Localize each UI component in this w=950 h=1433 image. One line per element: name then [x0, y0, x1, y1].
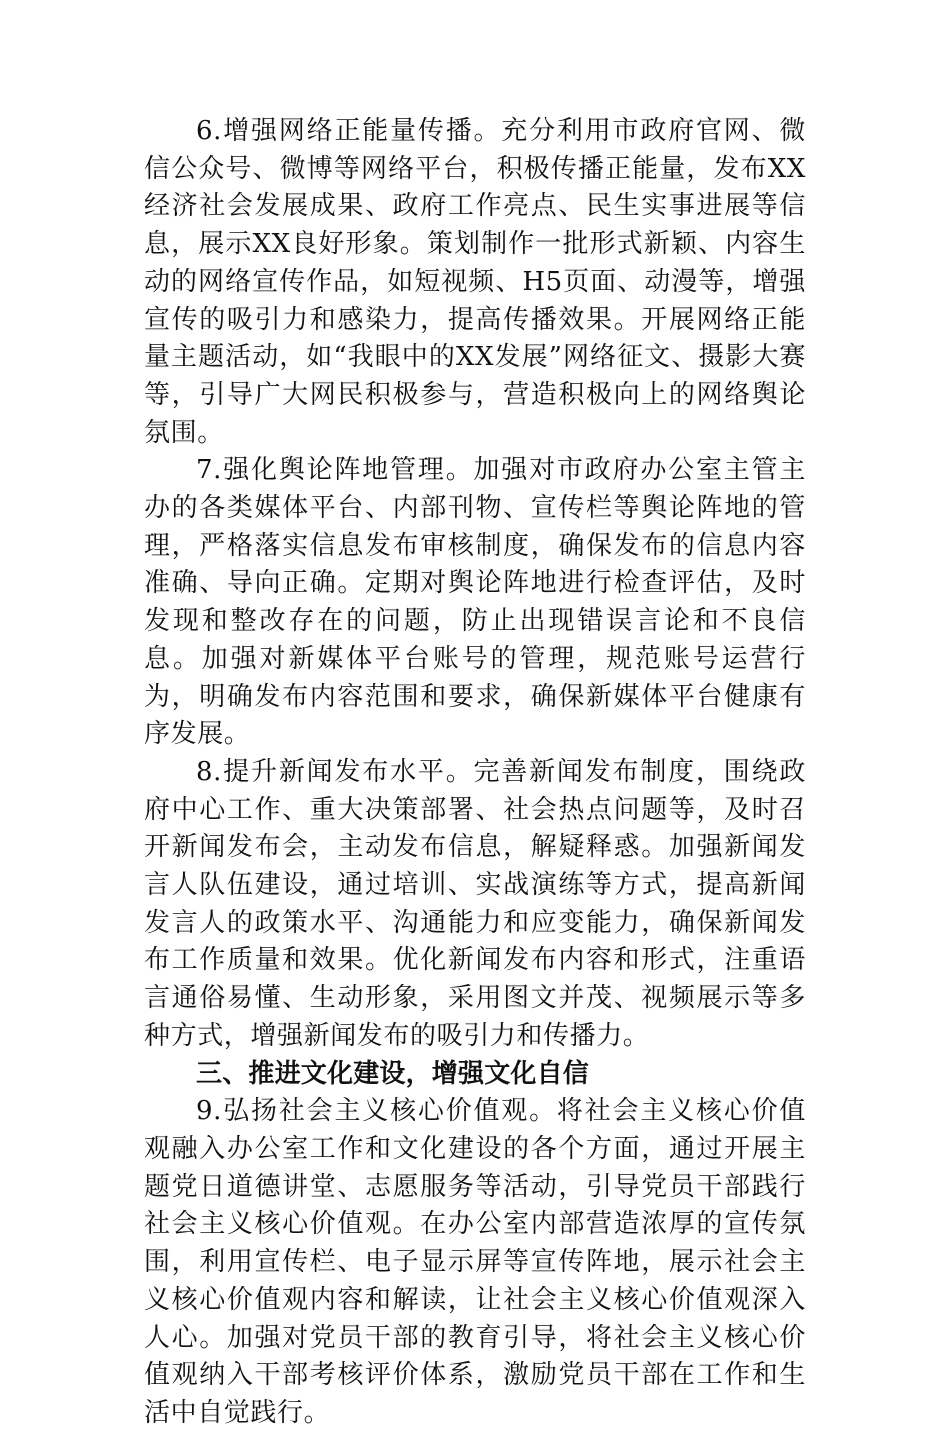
section-heading: 三、推进文化建设，增强文化自信 [196, 1058, 590, 1089]
paragraph-7: 7.强化舆论阵地管理。加强对市政府办公室主管主办的各类媒体平台、内部刊物、宣传栏等舆论阵地的管理，严格落实信息发布审核制度，确保发布的信息内容准确、导向正确。定期对舆论阵地进行检查评估，及时发现和整改存在的问题，防止出现错误言论和不良信息。加强对新媒体平台账号的管理，规范账号运营行为，明确发布内容范围和要求，确保新媒体平台健康有序发展。 [144, 455, 806, 750]
paragraph-9: 9.弘扬社会主义核心价值观。将社会主义核心价值观融入办公室工作和文化建设的各个方面，通过开展主题党日道德讲堂、志愿服务等活动，引导党员干部践行社会主义核心价值观。在办公室内部营造浓厚的宣传氛围，利用宣传栏、电子显示屏等宣传阵地，展示社会主义核心价值观内容和解读，让社会主义核心价值观深入人心。加强对党员干部的教育引导，将社会主义核心价值观纳入干部考核评价体系，激励党员干部在工作和生活中自觉践行。 [144, 1096, 806, 1428]
paragraph-6: 6.增强网络正能量传播。充分利用市政府官网、微信公众号、微博等网络平台，积极传播正能量，发布XX经济社会发展成果、政府工作亮点、民生实事进展等信息，展示XX良好形象。策划制作一批形式新颖、内容生动的网络宣传作品，如短视频、H5页面、动漫等，增强宣传的吸引力和感染力，提高传播效果。开展网络正能量主题活动，如“我眼中的XX发展”网络征文、摄影大赛等，引导广大网民积极参与，营造积极向上的网络舆论氛围。 [144, 116, 806, 448]
paragraph-8: 8.提升新闻发布水平。完善新闻发布制度，围绕政府中心工作、重大决策部署、社会热点问题等，及时召开新闻发布会，主动发布信息，解疑释惑。加强新闻发言人队伍建设，通过培训、实战演练等方式，提高新闻发言人的政策水平、沟通能力和应变能力，确保新闻发布工作质量和效果。优化新闻发布内容和形式，注重语言通俗易懂、生动形象，采用图文并茂、视频展示等多种方式，增强新闻发布的吸引力和传播力。 [144, 756, 806, 1051]
document-page [144, 113, 806, 1433]
